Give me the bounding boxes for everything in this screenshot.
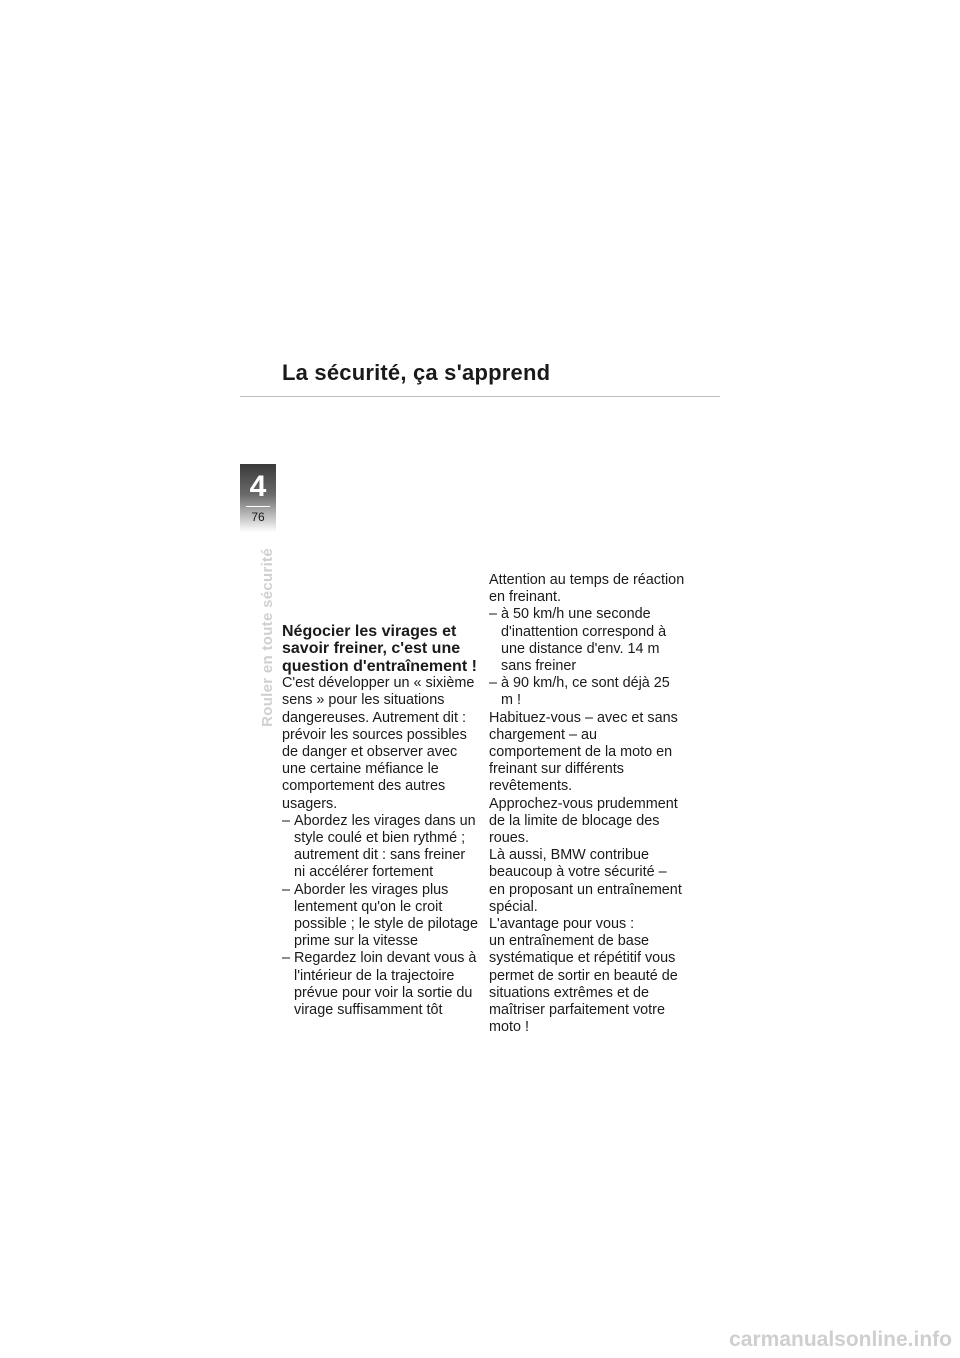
intro-paragraph: C'est développer un « sixième sens » pour les situations dangereuses. Autrement dit : prévoir les sources possibles de danger et observer avec une certaine méfiance le comportement des autres usagers. [282,675,475,812]
braking-distance-list [489,606,685,709]
list-item: – à 50 km/h une seconde d'inattention correspond à une distance d'env. 14 m sans freiner [489,606,685,675]
paragraph: Habituez-vous – avec et sans chargement – au comportement de la moto en freinant sur différents revêtements. [489,709,678,795]
list-item: – Aborder les virages plus lentement qu'on le croit possible ; le style de pilotage prime sur la vitesse [282,882,478,951]
paragraph: Approchez-vous prudemment de la limite de blocage des roues. [489,795,678,847]
page-title: La sécurité, ça s'apprend [282,360,551,385]
left-column [282,623,478,1019]
paragraph: un entraînement de base systématique et répétitif vous permet de sortir en beauté de situations extrêmes et de maîtriser parfaitement votre moto ! [489,933,678,1036]
chapter-separator [246,506,270,507]
list-item: – Abordez les virages dans un style coulé et bien rythmé ; autrement dit : sans freiner ni accélérer fortement [282,813,478,882]
reaction-time-intro: Attention au temps de réaction en freinant. [489,572,685,606]
chapter-tab [240,464,276,532]
list-item: – à 90 km/h, ce sont déjà 25 m ! [489,675,685,709]
title-divider [240,396,720,397]
paragraph: Là aussi, BMW contribue beaucoup à votre sécurité – en proposant un entraînement spécial. [489,847,682,915]
page-number: 76 [251,510,265,524]
chapter-number: 4 [249,470,267,503]
section-heading: Négocier les virages et savoir freiner, c'est une question d'entraînement ! [282,623,477,675]
right-column [489,572,685,1036]
chapter-side-label: Rouler en toute sécurité [259,548,276,727]
paragraph: L'avantage pour vous : [489,916,635,933]
list-item: – Regardez loin devant vous à l'intérieur de la trajectoire prévue pour voir la sortie du virage suffisamment tôt [282,950,478,1019]
cornering-tips-list [282,813,478,1019]
watermark: carmanualsonline.info [729,1328,952,1351]
